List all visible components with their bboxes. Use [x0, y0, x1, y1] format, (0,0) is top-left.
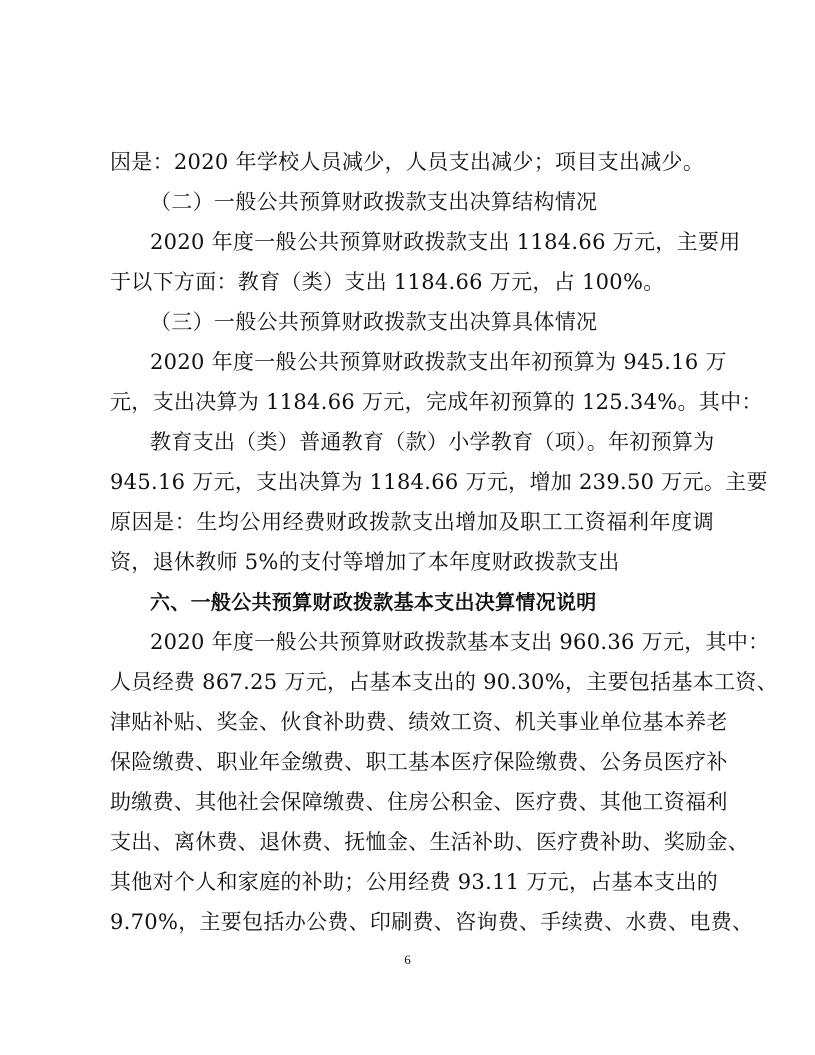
paragraph-line: 因是：2020 年学校人员减少，人员支出减少；项目支出减少。 — [110, 150, 705, 174]
section-heading: 六、一般公共预算财政拨款基本支出决算情况说明 — [150, 590, 597, 614]
paragraph-line: 9.70%，主要包括办公费、印刷费、咨询费、手续费、水费、电费、 — [110, 910, 754, 934]
subsection-heading: （二）一般公共预算财政拨款支出决算结构情况 — [150, 190, 598, 214]
paragraph-line: 元，支出决算为 1184.66 万元，完成年初预算的 125.34%。其中： — [110, 390, 763, 414]
paragraph-line: 2020 年度一般公共预算财政拨款基本支出 960.36 万元，其中： — [150, 630, 770, 654]
paragraph-line: 资，退休教师 5%的支付等增加了本年度财政拨款支出 — [110, 550, 620, 574]
paragraph-line: 原因是：生均公用经费财政拨款支出增加及职工工资福利年度调 — [110, 510, 714, 534]
paragraph-line: 2020 年度一般公共预算财政拨款支出 1184.66 万元，主要用 — [150, 230, 741, 254]
page-number: 6 — [404, 952, 411, 967]
paragraph-line: 人员经费 867.25 万元，占基本支出的 90.30%，主要包括基本工资、 — [110, 670, 778, 694]
subsection-heading: （三）一般公共预算财政拨款支出决算具体情况 — [150, 310, 598, 334]
paragraph-line: 津贴补贴、奖金、伙食补助费、绩效工资、机关事业单位基本养老 — [110, 710, 728, 734]
paragraph-line: 保险缴费、职业年金缴费、职工基本医疗保险缴费、公务员医疗补 — [110, 750, 728, 774]
paragraph-line: 945.16 万元，支出决算为 1184.66 万元，增加 239.50 万元。主要 — [110, 470, 768, 494]
paragraph-line: 教育支出（类）普通教育（款）小学教育（项）。年初预算为 — [150, 430, 715, 454]
paragraph-line: 助缴费、其他社会保障缴费、住房公积金、医疗费、其他工资福利 — [110, 790, 728, 814]
paragraph-line: 于以下方面：教育（类）支出 1184.66 万元，占 100%。 — [110, 270, 665, 294]
paragraph-line: 其他对个人和家庭的补助；公用经费 93.11 万元，占基本支出的 — [110, 870, 719, 894]
paragraph-line: 支出、离休费、退休费、抚恤金、生活补助、医疗费补助、奖励金、 — [110, 830, 749, 854]
paragraph-line: 2020 年度一般公共预算财政拨款支出年初预算为 945.16 万 — [150, 350, 727, 374]
